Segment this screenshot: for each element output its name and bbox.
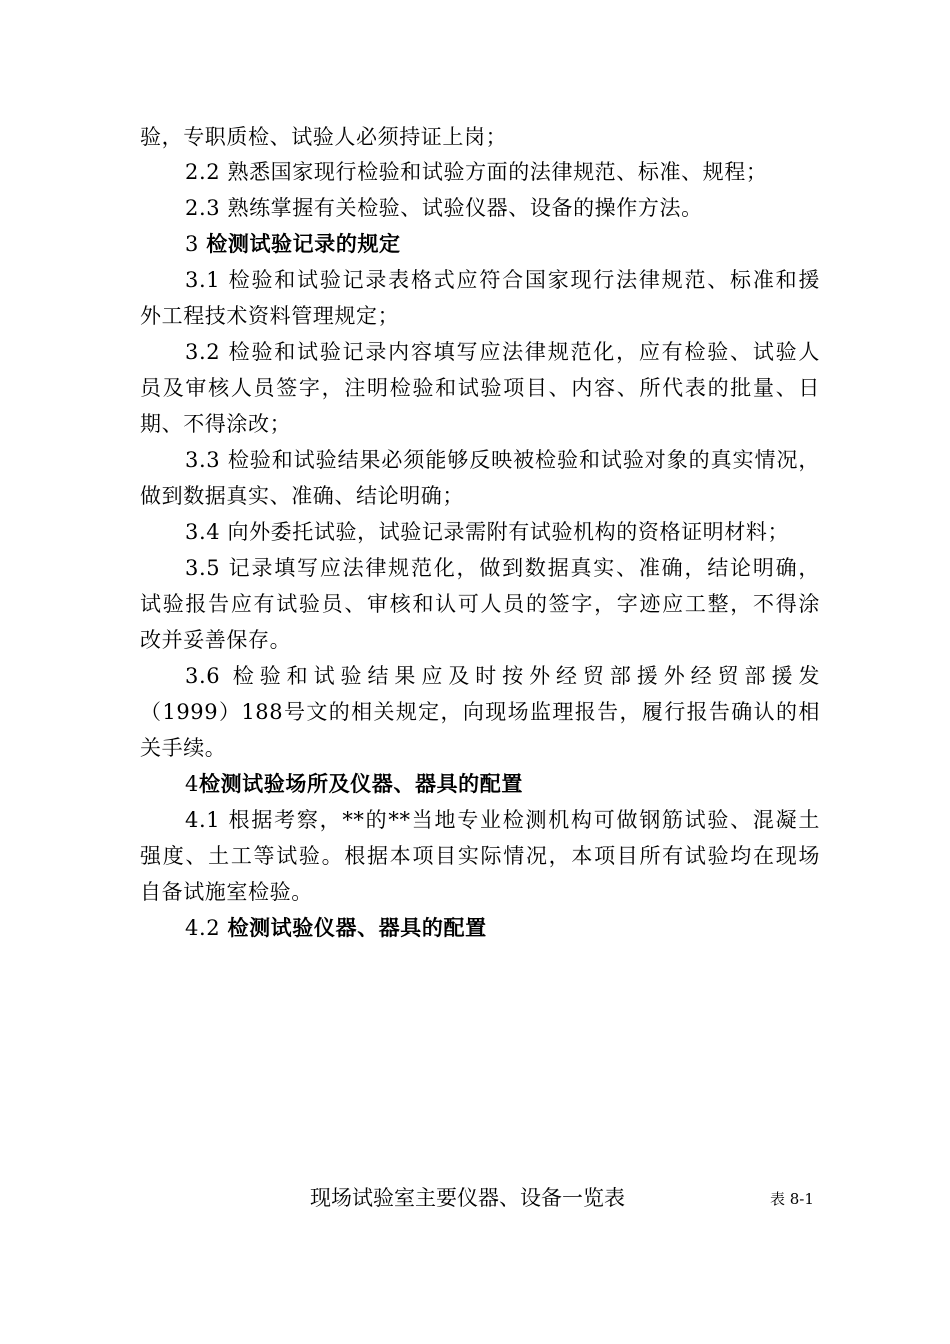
paragraph-line: 做到数据真实、准确、结论明确；	[140, 484, 464, 508]
paragraph-line: 外工程技术资料管理规定；	[140, 304, 400, 328]
section-title: 检测试验仪器、器具的配置	[227, 915, 487, 940]
paragraph-line: 验，专职质检、试验人必须持证上岗；	[140, 125, 508, 149]
paragraph-line: 3.2 检验和试验记录内容填写应法律规范化，应有检验、试验人	[185, 340, 820, 364]
table-number: 表 8-1	[770, 1190, 814, 1208]
paragraph-line: （1999）188号文的相关规定，向现场监理报告，履行报告确认的相	[140, 700, 820, 724]
paragraph-line: 试验报告应有试验员、审核和认可人员的签字，字迹应工整，不得涂	[140, 592, 820, 616]
paragraph-line: 3.1 检验和试验记录表格式应符合国家现行法律规范、标准和援	[185, 268, 820, 292]
section-title: 检测试验记录的规定	[206, 231, 401, 256]
paragraph-line: 3.4 向外委托试验，试验记录需附有试验机构的资格证明材料；	[185, 520, 790, 544]
paragraph-line: 自备试施室检验。	[140, 880, 313, 904]
section-number: 4.2	[185, 916, 228, 940]
table-caption: 现场试验室主要仪器、设备一览表	[310, 1186, 625, 1210]
paragraph-line: 期、不得涂改；	[140, 412, 292, 436]
paragraph-line: 3.6 检验和试验结果应及时按外经贸部援外经贸部援发	[185, 664, 820, 688]
paragraph-line: 3.3 检验和试验结果必须能够反映被检验和试验对象的真实情况，	[185, 448, 820, 472]
paragraph-line: 改并妥善保存。	[140, 628, 292, 652]
section-number: 3	[185, 232, 207, 256]
paragraph-line: 2.3 熟练掌握有关检验、试验仪器、设备的操作方法。	[185, 196, 703, 220]
paragraph-line: 关手续。	[140, 736, 227, 760]
section-title: 检测试验场所及仪器、器具的配置	[198, 771, 523, 796]
paragraph-line: 强度、土工等试验。根据本项目实际情况，本项目所有试验均在现场	[140, 844, 820, 868]
section-heading-4-2	[185, 913, 820, 943]
section-heading-4	[185, 769, 820, 799]
section-number: 4	[185, 772, 199, 796]
section-heading-3	[185, 229, 820, 259]
paragraph-line: 4.1 根据考察，**的**当地专业检测机构可做钢筋试验、混凝土	[185, 808, 820, 832]
paragraph-line: 3.5 记录填写应法律规范化，做到数据真实、准确，结论明确，	[185, 556, 820, 580]
paragraph-line: 2.2 熟悉国家现行检验和试验方面的法律规范、标准、规程；	[185, 160, 768, 184]
paragraph-line: 员及审核人员签字，注明检验和试验项目、内容、所代表的批量、日	[140, 376, 820, 400]
